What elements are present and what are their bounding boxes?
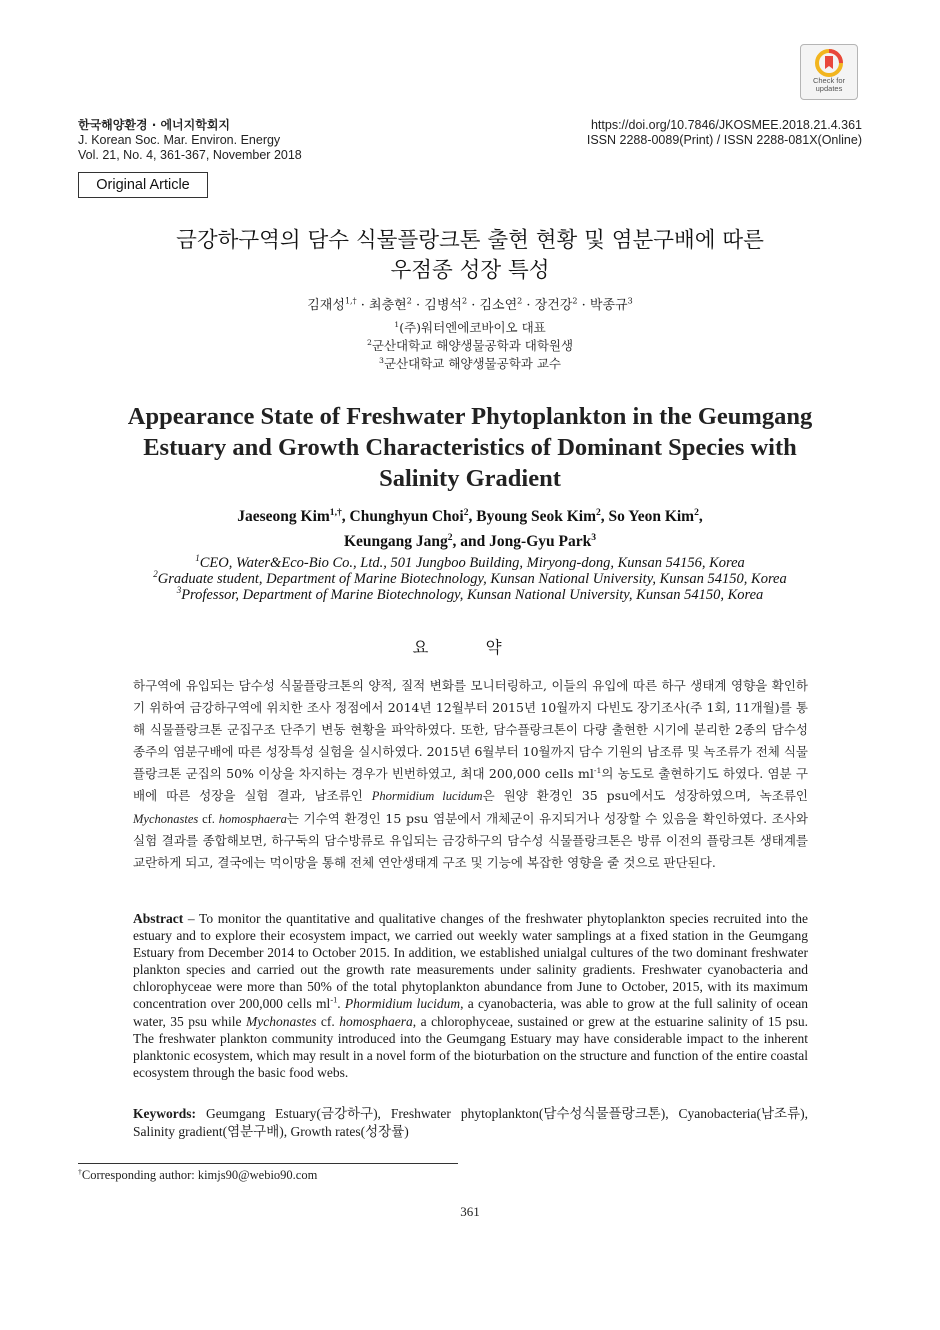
korean-affiliation-text: 군산대학교 해양생물공학과 대학원생 <box>371 338 574 353</box>
summary-text-4: 는 기수역 환경인 15 psu 염분에서 개체군이 유지되거나 성장할 수 있음을 확인하였다. 조사와 실험 결과를 종합해보면, 하구둑의 담수방류로 유입되는 금강하구의 담수성 식물플랑크톤은 방류 이전의 플랑크톤 생태계를 교란하게 되고, 결국에는 먹이망을 통해 전체 연안생태계 구조 및 기능에 복잡한 영향을 줄 것으로 판단된다. <box>133 810 809 870</box>
abstract-species-3: homosphaera <box>339 1013 413 1029</box>
korean-affiliations <box>0 319 940 373</box>
abstract-label: Abstract <box>133 911 184 926</box>
english-author-sup: 2 <box>447 531 453 543</box>
korean-affiliation-line <box>0 337 940 355</box>
footnote-mark: † <box>78 1166 82 1176</box>
doi-link[interactable]: https://doi.org/10.7846/JKOSMEE.2018.21.4.361 <box>590 118 862 132</box>
english-authors-line2 <box>120 529 820 554</box>
english-author-name: Byoung Seok Kim <box>476 508 596 525</box>
english-authors <box>120 504 820 554</box>
korean-author-sup: 2 <box>406 296 412 306</box>
summary-text-3: 은 원양 환경인 35 psu에서도 성장하였으며, 녹조류인 <box>482 788 808 804</box>
check-for-updates-badge[interactable] <box>800 44 858 100</box>
abstract-species-2: Mychonastes <box>245 1013 317 1029</box>
abstract-species-1: Phormidium lucidum <box>344 996 461 1012</box>
english-affiliations <box>60 555 880 603</box>
english-affiliation-line <box>60 571 880 587</box>
korean-summary <box>133 675 808 874</box>
korean-author-name: 장건강 <box>534 298 573 313</box>
korean-affiliation-sup: 1 <box>394 319 400 329</box>
english-affiliation-sup: 1 <box>195 553 200 564</box>
keywords-text: Geumgang Estuary(금강하구), Freshwater phytoplankton(담수성식물플랑크톤), Cyanobacteria(남조류), Salinity gradient(염분구배), Growth rates(성장률) <box>133 1106 808 1139</box>
korean-author-name: 김재성 <box>307 298 345 313</box>
badge-line2: updates <box>815 84 843 93</box>
summary-text-1: 하구역에 유입되는 담수성 식물플랑크톤의 양적, 질적 변화를 모니터링하고, 이들의 유입에 따른 하구 생태계 영향을 확인하기 위하여 금강하구역에 위치한 조사 정점에서 2014년 12월부터 2015년 10월까지 다빈도 장기조사(주 1회, 11개월)를 통해 식물플랑크톤 군집구조 단주기 변동 현황을 파악하였다. 또한, 담수플랑크톤이 다량 출현한 시기에 분리한 2종의 담수성 종주의 염분구배에 따른 성장특성 실험을 실시하였다. 2015년 6월부터 10월까지 담수 기원의 남조류 및 녹조류가 전체 식물플랑크톤 군집의 50% 이상을 차지하는 경우가 빈번하였고, 최대 200,000 cells ml <box>133 678 808 782</box>
korean-affiliation-text: 군산대학교 해양생물공학과 교수 <box>383 356 561 371</box>
english-authors-line1 <box>120 504 820 529</box>
footnote <box>78 1168 317 1183</box>
korean-author-separator: · <box>356 298 370 313</box>
article-type-label: Original Article <box>78 172 208 198</box>
english-author-separator: , <box>600 508 609 525</box>
journal-identifiers <box>587 118 862 148</box>
english-affiliation-sup: 2 <box>153 569 158 580</box>
summary-text-2: 의 농도로 출현하기도 하였다. 염분 구배에 따른 성장을 실험 결과, 남조류인 <box>133 766 808 804</box>
english-abstract <box>133 910 808 1081</box>
english-author-name: Keungang Jang <box>343 533 448 550</box>
journal-volume: Vol. 21, No. 4, 361-367, November 2018 <box>78 148 302 162</box>
korean-author-sup: 2 <box>572 296 578 306</box>
footnote-text: Corresponding author: kimjs90@webio90.com <box>81 1168 318 1182</box>
korean-author-separator: · <box>467 298 480 313</box>
korean-author-sup: 3 <box>627 296 633 306</box>
issn: ISSN 2288-0089(Print) / ISSN 2288-081X(Online) <box>586 133 862 147</box>
badge-line1: Check for <box>812 76 846 85</box>
english-title-line1: Appearance State of Freshwater Phytoplankton in the Geumgang <box>127 403 813 430</box>
summary-species-3: homosphaera <box>218 811 287 826</box>
korean-author-separator: · <box>522 298 535 313</box>
english-affiliation-line <box>60 587 880 603</box>
korean-title-line1: 금강하구역의 담수 식물플랑크톤 출현 현황 및 염분구배에 따른 <box>176 228 764 253</box>
abstract-text-4: cf. <box>316 1013 340 1029</box>
summary-species-1: Phormidium lucidum <box>371 789 483 804</box>
english-author-name: Jaeseong Kim <box>237 508 330 525</box>
korean-title <box>0 226 940 286</box>
abstract-sup: -1 <box>330 995 338 1005</box>
english-author-name: So Yeon Kim <box>608 508 695 525</box>
english-author-name: Chunghyun Choi <box>349 508 464 525</box>
korean-author-name: 최충현 <box>369 298 407 313</box>
keywords-label: Keywords: <box>133 1106 196 1121</box>
english-affiliation-text: CEO, Water&Eco-Bio Co., Ltd., 501 Jungboo Building, Miryong-dong, Kunsan 54156, Korea <box>199 555 745 571</box>
english-title-line2: Estuary and Growth Characteristics of Dominant Species with <box>143 434 797 461</box>
korean-authors <box>0 297 940 315</box>
bookmark-icon <box>815 49 843 77</box>
korean-author-separator: · <box>577 298 590 313</box>
korean-author-sup: 2 <box>461 296 468 306</box>
english-affiliation-sup: 3 <box>176 585 182 596</box>
english-author-sup: 1,† <box>329 506 342 518</box>
korean-author-name: 김병석 <box>424 298 462 313</box>
korean-author-sup: 2 <box>517 296 523 306</box>
korean-author-separator: · <box>411 298 425 313</box>
english-affiliation-text: Professor, Department of Marine Biotechnology, Kunsan National University, Kunsan 54150, Korea <box>181 587 764 603</box>
english-author-sup: 3 <box>591 531 597 543</box>
english-author-sup: 2 <box>694 506 699 518</box>
english-author-sup: 2 <box>463 506 469 518</box>
summary-species-2: Mychonastes <box>133 811 199 826</box>
journal-info <box>78 118 302 163</box>
abstract-text-1: To monitor the quantitative and qualitative changes of the freshwater phytoplankton species recruited into the estuary and to explore their ecosystem impact, we carried out weekly water samplings at a fixed station in the Geumgang Estuary from December 2014 to October 2015. In addition, we established unialgal cultures of the two dominant freshwater plankton species and carried out the growth rate measurements under salinity gradients. Freshwater cyanobacteria and chlorophyceae were more than 50% of the total phytoplankton abundance from June to October, 2015, with its maximum concentration over 200,000 cells ml <box>133 911 808 1012</box>
abstract-text-2: . <box>337 996 345 1012</box>
korean-title-line2: 우점종 성장 특성 <box>390 258 550 283</box>
english-title <box>90 401 850 494</box>
korean-affiliation-line <box>0 319 940 337</box>
page-number: 361 <box>460 1204 480 1219</box>
summary-heading: 요 약 <box>412 638 528 657</box>
english-author-sup: 2 <box>596 506 601 518</box>
keywords <box>133 1105 808 1140</box>
korean-affiliation-sup: 2 <box>366 337 372 347</box>
korean-affiliation-sup: 3 <box>379 355 384 365</box>
abstract-dash: – <box>183 911 200 926</box>
journal-title-english: J. Korean Soc. Mar. Environ. Energy <box>78 133 281 147</box>
abstract-text-5: , a chlorophyceae, sustained or grew at the estuarine salinity of 15 psu. The freshwater plankton community introduced into the Geumgang Estuary may have considerable impact to the inherent planktonic ecosystem, which may result in a novel form of the bioturbation on the structure and function of the entire coastal ecosystem through the basic food webs. <box>133 1013 808 1080</box>
korean-affiliation-line <box>0 355 940 373</box>
summary-cf: cf. <box>198 811 219 826</box>
footnote-divider <box>78 1163 458 1164</box>
english-author-name: Jong-Gyu Park <box>489 533 592 550</box>
english-author-separator: , <box>468 508 477 525</box>
english-affiliation-line <box>60 555 880 571</box>
korean-author-name: 박종규 <box>589 298 628 313</box>
journal-title-korean: 한국해양환경 · 에너지학회지 <box>78 118 231 132</box>
english-title-line3: Salinity Gradient <box>379 465 561 492</box>
english-author-separator: , <box>698 508 703 525</box>
korean-affiliation-text: (주)워터엔에코바이오 대표 <box>399 320 546 335</box>
english-author-separator: , <box>341 508 350 525</box>
english-affiliation-text: Graduate student, Department of Marine Biotechnology, Kunsan National University, Kunsan 54150, Korea <box>157 571 787 587</box>
summary-sup: -1 <box>593 766 602 776</box>
english-author-separator: , and <box>452 533 490 550</box>
korean-author-sup: 1,† <box>344 296 357 306</box>
korean-author-name: 김소연 <box>479 298 518 313</box>
abstract-text-3: , a cyanobacteria, was able to grow at the full salinity of ocean water, 35 psu while <box>133 996 808 1029</box>
